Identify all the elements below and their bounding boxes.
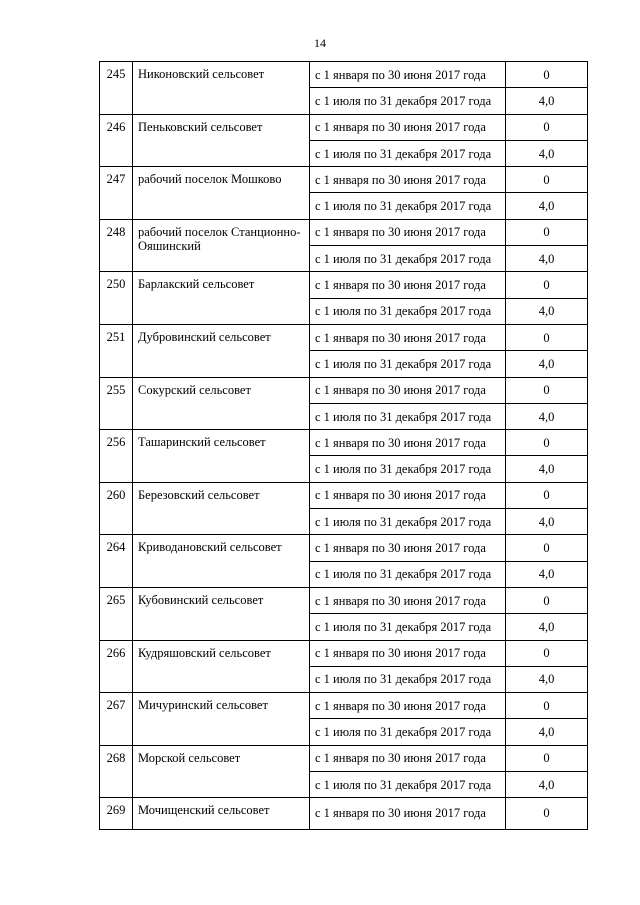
period-second-half: с 1 июля по 31 декабря 2017 года xyxy=(310,403,506,429)
table-row xyxy=(100,430,588,456)
table-row xyxy=(100,167,588,193)
period-second-half: с 1 июля по 31 декабря 2017 года xyxy=(310,509,506,535)
rate-second-half: 4,0 xyxy=(506,246,588,272)
rate-second-half: 4,0 xyxy=(506,351,588,377)
period-first-half: с 1 января по 30 июня 2017 года xyxy=(310,693,506,719)
period-first-half: с 1 января по 30 июня 2017 года xyxy=(310,640,506,666)
row-number: 264 xyxy=(100,535,133,588)
rate-first-half: 0 xyxy=(506,535,588,561)
rate-first-half: 0 xyxy=(506,272,588,298)
row-number: 260 xyxy=(100,482,133,535)
period-second-half: с 1 июля по 31 декабря 2017 года xyxy=(310,298,506,324)
municipality-name: Пеньковский сельсовет xyxy=(133,114,310,167)
table-row xyxy=(100,745,588,771)
rates-table-body xyxy=(100,62,588,830)
row-number: 248 xyxy=(100,219,133,272)
period-second-half: с 1 июля по 31 декабря 2017 года xyxy=(310,193,506,219)
municipality-name: Ташаринский сельсовет xyxy=(133,430,310,483)
page-number: 14 xyxy=(314,36,326,50)
rate-second-half: 4,0 xyxy=(506,193,588,219)
table-row xyxy=(100,587,588,613)
municipality-name: рабочий поселок Станционно-Ояшинский xyxy=(133,219,310,272)
period-first-half: с 1 января по 30 июня 2017 года xyxy=(310,272,506,298)
period-first-half: с 1 января по 30 июня 2017 года xyxy=(310,219,506,245)
municipality-name: Мичуринский сельсовет xyxy=(133,693,310,746)
table-row xyxy=(100,324,588,350)
period-second-half: с 1 июля по 31 декабря 2017 года xyxy=(310,614,506,640)
period-first-half: с 1 января по 30 июня 2017 года xyxy=(310,798,506,829)
period-first-half: с 1 января по 30 июня 2017 года xyxy=(310,62,506,88)
row-number: 250 xyxy=(100,272,133,325)
rate-first-half: 0 xyxy=(506,640,588,666)
rate-first-half: 0 xyxy=(506,219,588,245)
period-first-half: с 1 января по 30 июня 2017 года xyxy=(310,430,506,456)
table-row xyxy=(100,640,588,666)
municipality-name: Морской сельсовет xyxy=(133,745,310,798)
table-row xyxy=(100,62,588,88)
row-number: 267 xyxy=(100,693,133,746)
rate-second-half: 4,0 xyxy=(506,719,588,745)
rates-table xyxy=(99,61,588,830)
rate-first-half: 0 xyxy=(506,798,588,829)
period-second-half: с 1 июля по 31 декабря 2017 года xyxy=(310,772,506,798)
municipality-name: рабочий поселок Мошково xyxy=(133,167,310,220)
table-row xyxy=(100,482,588,508)
period-second-half: с 1 июля по 31 декабря 2017 года xyxy=(310,88,506,114)
row-number: 256 xyxy=(100,430,133,483)
table-row xyxy=(100,693,588,719)
row-number: 246 xyxy=(100,114,133,167)
municipality-name: Мочищенский сельсовет xyxy=(133,798,310,829)
row-number: 255 xyxy=(100,377,133,430)
rate-second-half: 4,0 xyxy=(506,456,588,482)
municipality-name: Кудряшовский сельсовет xyxy=(133,640,310,693)
rate-second-half: 4,0 xyxy=(506,561,588,587)
row-number: 268 xyxy=(100,745,133,798)
municipality-name: Барлакский сельсовет xyxy=(133,272,310,325)
table-row xyxy=(100,377,588,403)
rate-second-half: 4,0 xyxy=(506,298,588,324)
rate-second-half: 4,0 xyxy=(506,88,588,114)
rate-second-half: 4,0 xyxy=(506,140,588,166)
rate-first-half: 0 xyxy=(506,430,588,456)
period-first-half: с 1 января по 30 июня 2017 года xyxy=(310,745,506,771)
table-row xyxy=(100,114,588,140)
table-row xyxy=(100,272,588,298)
rate-first-half: 0 xyxy=(506,587,588,613)
row-number: 269 xyxy=(100,798,133,829)
municipality-name: Никоновский сельсовет xyxy=(133,62,310,115)
rate-first-half: 0 xyxy=(506,167,588,193)
municipality-name: Криводановский сельсовет xyxy=(133,535,310,588)
period-first-half: с 1 января по 30 июня 2017 года xyxy=(310,167,506,193)
row-number: 251 xyxy=(100,324,133,377)
municipality-name: Дубровинский сельсовет xyxy=(133,324,310,377)
period-second-half: с 1 июля по 31 декабря 2017 года xyxy=(310,456,506,482)
rate-second-half: 4,0 xyxy=(506,772,588,798)
rate-first-half: 0 xyxy=(506,324,588,350)
municipality-name: Березовский сельсовет xyxy=(133,482,310,535)
rate-first-half: 0 xyxy=(506,693,588,719)
period-first-half: с 1 января по 30 июня 2017 года xyxy=(310,587,506,613)
rate-first-half: 0 xyxy=(506,745,588,771)
municipality-name: Сокурский сельсовет xyxy=(133,377,310,430)
period-first-half: с 1 января по 30 июня 2017 года xyxy=(310,114,506,140)
row-number: 245 xyxy=(100,62,133,115)
table-row xyxy=(100,219,588,245)
row-number: 265 xyxy=(100,587,133,640)
period-second-half: с 1 июля по 31 декабря 2017 года xyxy=(310,666,506,692)
table-row xyxy=(100,535,588,561)
rate-second-half: 4,0 xyxy=(506,403,588,429)
period-second-half: с 1 июля по 31 декабря 2017 года xyxy=(310,719,506,745)
period-first-half: с 1 января по 30 июня 2017 года xyxy=(310,324,506,350)
municipality-name: Кубовинский сельсовет xyxy=(133,587,310,640)
period-first-half: с 1 января по 30 июня 2017 года xyxy=(310,535,506,561)
rate-second-half: 4,0 xyxy=(506,666,588,692)
table-row xyxy=(100,798,588,829)
rate-first-half: 0 xyxy=(506,482,588,508)
rate-first-half: 0 xyxy=(506,114,588,140)
period-second-half: с 1 июля по 31 декабря 2017 года xyxy=(310,140,506,166)
row-number: 247 xyxy=(100,167,133,220)
rate-second-half: 4,0 xyxy=(506,509,588,535)
period-second-half: с 1 июля по 31 декабря 2017 года xyxy=(310,246,506,272)
period-first-half: с 1 января по 30 июня 2017 года xyxy=(310,377,506,403)
rate-first-half: 0 xyxy=(506,62,588,88)
period-second-half: с 1 июля по 31 декабря 2017 года xyxy=(310,351,506,377)
period-second-half: с 1 июля по 31 декабря 2017 года xyxy=(310,561,506,587)
period-first-half: с 1 января по 30 июня 2017 года xyxy=(310,482,506,508)
rate-first-half: 0 xyxy=(506,377,588,403)
row-number: 266 xyxy=(100,640,133,693)
rate-second-half: 4,0 xyxy=(506,614,588,640)
